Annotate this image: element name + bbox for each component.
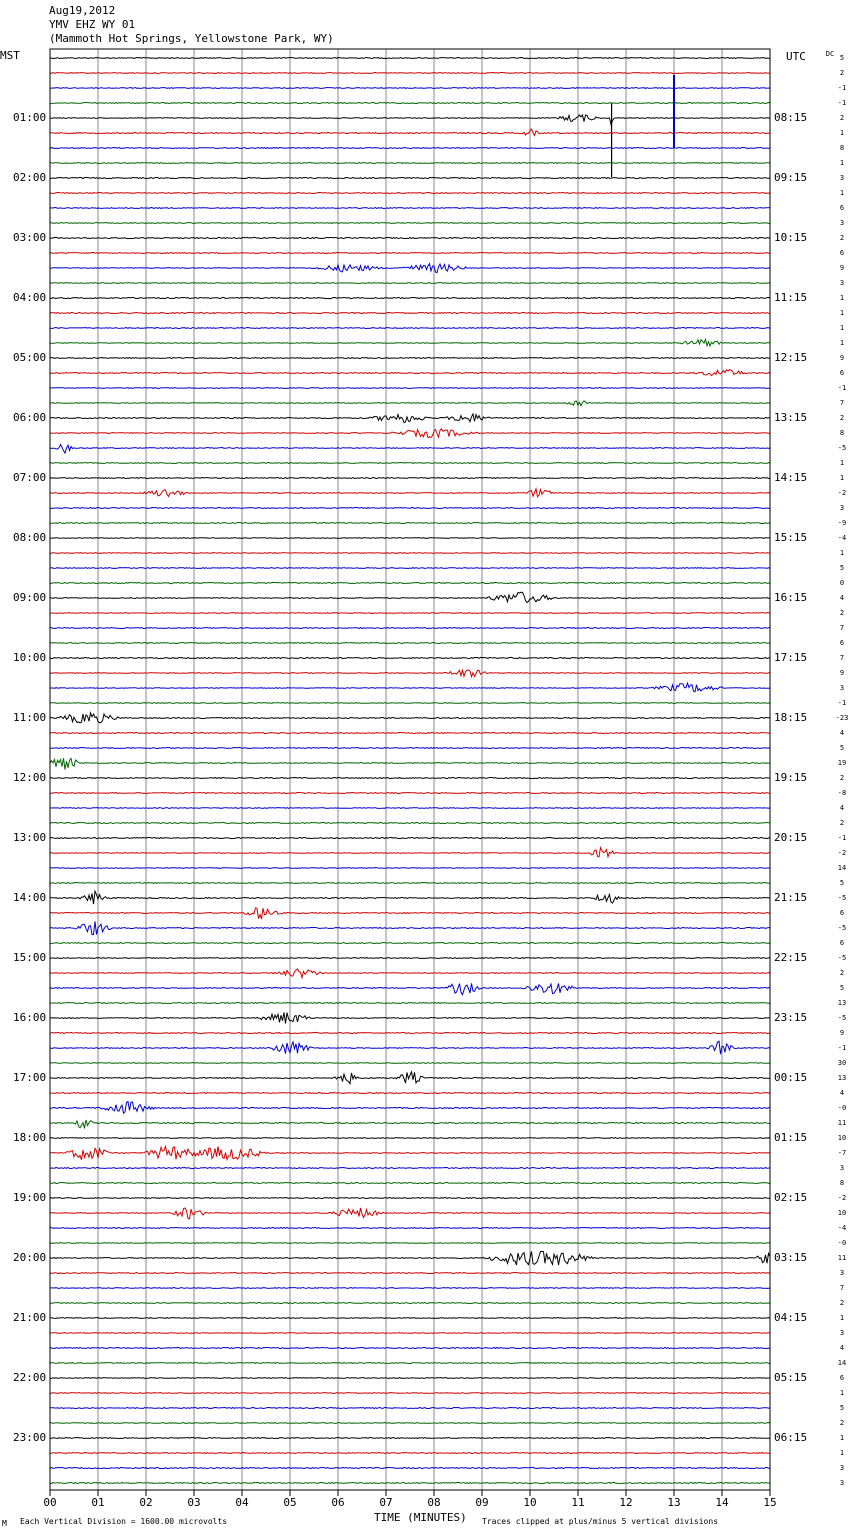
trace-row <box>50 1273 770 1274</box>
dc-offset: -5 <box>837 1014 847 1022</box>
dc-offset: 3 <box>839 1329 845 1337</box>
trace-row <box>50 1041 770 1054</box>
trace-row <box>50 489 770 497</box>
trace-row <box>50 837 770 838</box>
left-hour-label: 03:00 <box>13 231 47 244</box>
trace-row <box>50 1423 770 1424</box>
right-hour-label: 21:15 <box>774 891 808 904</box>
x-tick-label: 12 <box>619 1496 633 1509</box>
trace-row <box>50 370 770 376</box>
right-hour-label: 11:15 <box>774 291 808 304</box>
dc-offset: 5 <box>839 879 845 887</box>
trace-row <box>50 670 770 677</box>
dc-offset: 4 <box>839 729 845 737</box>
x-tick-label: 08 <box>427 1496 441 1509</box>
x-tick-label: 13 <box>667 1496 681 1509</box>
right-hour-label: 22:15 <box>774 951 808 964</box>
dc-offset: -1 <box>837 99 847 107</box>
x-tick-label: 01 <box>91 1496 105 1509</box>
dc-offset: 3 <box>839 684 845 692</box>
trace-row <box>50 523 770 524</box>
dc-offset: -1 <box>837 1044 847 1052</box>
dc-offset: 5 <box>839 1404 845 1412</box>
trace-row <box>50 568 770 569</box>
trace-row <box>50 657 770 658</box>
trace-row <box>50 733 770 734</box>
trace-row <box>50 758 770 769</box>
trace-row <box>50 1467 770 1468</box>
trace-row <box>50 88 770 89</box>
trace-row <box>50 1072 770 1084</box>
trace-row <box>50 969 770 978</box>
trace-row <box>50 163 770 164</box>
trace-row <box>50 613 770 614</box>
trace-row <box>50 508 770 509</box>
dc-offset: 19 <box>837 759 847 767</box>
trace-row <box>50 1408 770 1409</box>
dc-offset: 9 <box>839 669 845 677</box>
trace-row <box>50 297 770 298</box>
left-hour-label: 21:00 <box>13 1311 47 1324</box>
dc-offset: 8 <box>839 429 845 437</box>
right-hour-label: 04:15 <box>774 1311 808 1324</box>
trace-row <box>50 1453 770 1454</box>
dc-offset: -1 <box>837 699 847 707</box>
dc-offset: -8 <box>837 789 847 797</box>
dc-offset: 1 <box>839 159 845 167</box>
dc-offset: 2 <box>839 414 845 422</box>
trace-row <box>50 115 770 125</box>
dc-offset: -5 <box>837 444 847 452</box>
left-zone-label: MST <box>0 49 20 62</box>
right-hour-label: 00:15 <box>774 1071 808 1084</box>
dc-offset: 7 <box>839 624 845 632</box>
dc-offset: 2 <box>839 1299 845 1307</box>
trace-row <box>50 312 770 313</box>
trace-row <box>50 582 770 583</box>
dc-offset: 4 <box>839 804 845 812</box>
dc-offset: 2 <box>839 969 845 977</box>
trace-row <box>50 628 770 629</box>
left-hour-label: 11:00 <box>13 711 47 724</box>
dc-offset: 0 <box>839 579 845 587</box>
trace-row <box>50 148 770 149</box>
dc-offset: 10 <box>837 1209 847 1217</box>
trace-row <box>50 401 770 406</box>
left-hour-label: 13:00 <box>13 831 47 844</box>
trace-row <box>50 1438 770 1439</box>
x-tick-label: 09 <box>475 1496 489 1509</box>
dc-offset: 1 <box>839 459 845 467</box>
trace-row <box>50 73 770 74</box>
x-axis-title: TIME (MINUTES) <box>374 1511 467 1524</box>
dc-offset: 1 <box>839 1434 845 1442</box>
dc-offset: 7 <box>839 654 845 662</box>
dc-offset: 2 <box>839 1419 845 1427</box>
dc-offset: 3 <box>839 219 845 227</box>
dc-offset: 3 <box>839 174 845 182</box>
trace-row <box>50 958 770 959</box>
left-hour-label: 10:00 <box>13 651 47 664</box>
dc-offset: -7 <box>837 1149 847 1157</box>
dc-offset: 13 <box>837 999 847 1007</box>
dc-offset: 2 <box>839 114 845 122</box>
x-tick-label: 02 <box>139 1496 153 1509</box>
trace-row <box>50 1393 770 1394</box>
dc-offset: 1 <box>839 189 845 197</box>
right-hour-label: 12:15 <box>774 351 808 364</box>
left-hour-label: 16:00 <box>13 1011 47 1024</box>
trace-row <box>50 129 770 136</box>
dc-offset: 9 <box>839 354 845 362</box>
trace-row <box>50 868 770 869</box>
dc-offset: 3 <box>839 279 845 287</box>
trace-row <box>50 1182 770 1183</box>
trace-row <box>50 193 770 194</box>
scale-note: Each Vertical Division = 1600.00 microvolts <box>20 1517 228 1526</box>
dc-offset: 6 <box>839 639 845 647</box>
clip-note: Traces clipped at plus/minus 5 vertical divisions <box>482 1517 719 1526</box>
left-hour-label: 02:00 <box>13 171 47 184</box>
right-hour-label: 03:15 <box>774 1251 808 1264</box>
dc-offset: 14 <box>837 1359 847 1367</box>
trace-row <box>50 388 770 389</box>
trace-row <box>50 883 770 884</box>
dc-offset: 1 <box>839 1314 845 1322</box>
dc-offset: -0 <box>837 1239 847 1247</box>
dc-offset: -9 <box>837 519 847 527</box>
dc-offset: 8 <box>839 1179 845 1187</box>
left-hour-label: 05:00 <box>13 351 47 364</box>
x-tick-label: 15 <box>763 1496 777 1509</box>
trace-row <box>50 793 770 794</box>
dc-offset: 1 <box>839 294 845 302</box>
dc-offset: -2 <box>837 849 847 857</box>
dc-offset: 2 <box>839 69 845 77</box>
right-hour-label: 14:15 <box>774 471 808 484</box>
dc-offset: 9 <box>839 1029 845 1037</box>
dc-offset: 4 <box>839 594 845 602</box>
trace-row <box>50 683 770 692</box>
trace-row <box>50 429 770 438</box>
dc-offset: 6 <box>839 1374 845 1382</box>
dc-offset: -0 <box>837 1104 847 1112</box>
trace-row <box>50 1120 770 1129</box>
dc-offset: 3 <box>839 1164 845 1172</box>
trace-row <box>50 1303 770 1304</box>
dc-offset: 7 <box>839 1284 845 1292</box>
trace-row <box>50 1288 770 1289</box>
dc-offset: 4 <box>839 1089 845 1097</box>
left-hour-label: 12:00 <box>13 771 47 784</box>
left-hour-label: 01:00 <box>13 111 47 124</box>
right-hour-label: 17:15 <box>774 651 808 664</box>
trace-row <box>50 1347 770 1348</box>
dc-offset: 13 <box>837 1074 847 1082</box>
dc-offset: 30 <box>837 1059 847 1067</box>
dc-offset: 3 <box>839 1479 845 1487</box>
time-grid <box>98 49 722 1490</box>
dc-offset: -4 <box>837 1224 847 1232</box>
trace-row <box>50 703 770 704</box>
trace-row <box>50 1013 770 1024</box>
trace-row <box>50 1208 770 1219</box>
dc-offset: 2 <box>839 819 845 827</box>
trace-row <box>50 1363 770 1364</box>
dc-offset: 5 <box>839 744 845 752</box>
x-tick-label: 05 <box>283 1496 297 1509</box>
trace-row <box>50 1333 770 1334</box>
dc-offset: 7 <box>839 399 845 407</box>
trace-row <box>50 778 770 779</box>
trace-row <box>50 1243 770 1244</box>
trace-row <box>50 822 770 823</box>
left-hour-label: 08:00 <box>13 531 47 544</box>
right-hour-label: 02:15 <box>774 1191 808 1204</box>
trace-row <box>50 808 770 809</box>
left-hour-label: 17:00 <box>13 1071 47 1084</box>
right-hour-label: 19:15 <box>774 771 808 784</box>
dc-offset: 4 <box>839 1344 845 1352</box>
dc-offset: 1 <box>839 129 845 137</box>
trace-row <box>50 538 770 539</box>
trace-row <box>50 58 770 59</box>
trace-row <box>50 264 770 273</box>
trace-row <box>50 414 770 423</box>
right-hour-label: 06:15 <box>774 1431 808 1444</box>
trace-row <box>50 1102 770 1114</box>
trace-row <box>50 102 770 103</box>
corner-mark: M <box>2 1519 7 1528</box>
dc-offset: -5 <box>837 954 847 962</box>
right-hour-label: 10:15 <box>774 231 808 244</box>
trace-row <box>50 328 770 329</box>
dc-offset: 2 <box>839 609 845 617</box>
dc-offset: 2 <box>839 234 845 242</box>
dc-offset: 11 <box>837 1119 847 1127</box>
trace-row <box>50 1093 770 1094</box>
trace-row <box>50 1032 770 1033</box>
dc-offset: 9 <box>839 264 845 272</box>
x-tick-label: 14 <box>715 1496 729 1509</box>
trace-row <box>50 848 770 857</box>
x-axis <box>43 1490 776 1509</box>
seismic-traces <box>50 58 770 1484</box>
trace-row <box>50 1482 770 1483</box>
dc-offset: 8 <box>839 144 845 152</box>
plot-date: Aug19,2012 <box>49 4 116 17</box>
right-hour-label: 23:15 <box>774 1011 808 1024</box>
left-hour-label: 07:00 <box>13 471 47 484</box>
trace-row <box>50 340 770 347</box>
left-hour-label: 20:00 <box>13 1251 47 1264</box>
right-hour-label: 15:15 <box>774 531 808 544</box>
dc-offset: 1 <box>839 1449 845 1457</box>
trace-row <box>50 643 770 644</box>
trace-row <box>50 177 770 178</box>
x-tick-label: 07 <box>379 1496 393 1509</box>
dc-offset: -23 <box>835 714 849 722</box>
trace-row <box>50 1228 770 1229</box>
trace-row <box>50 478 770 479</box>
dc-offset: 1 <box>839 474 845 482</box>
trace-row <box>50 1138 770 1139</box>
trace-row <box>50 445 770 454</box>
dc-offset: 1 <box>839 549 845 557</box>
trace-row <box>50 713 770 723</box>
dc-offset: 11 <box>837 1254 847 1262</box>
trace-row <box>50 208 770 209</box>
left-hour-label: 19:00 <box>13 1191 47 1204</box>
dc-offset: -2 <box>837 1194 847 1202</box>
x-tick-label: 03 <box>187 1496 201 1509</box>
right-hour-label: 05:15 <box>774 1371 808 1384</box>
x-tick-label: 11 <box>571 1496 585 1509</box>
trace-row <box>50 237 770 238</box>
dc-offset: 6 <box>839 204 845 212</box>
trace-row <box>50 1167 770 1168</box>
right-hour-label: 18:15 <box>774 711 808 724</box>
right-hour-label: 20:15 <box>774 831 808 844</box>
dc-offset: 6 <box>839 369 845 377</box>
dc-offset: 6 <box>839 249 845 257</box>
dc-offset: 2 <box>839 774 845 782</box>
left-hour-label: 06:00 <box>13 411 47 424</box>
left-hour-label: 15:00 <box>13 951 47 964</box>
x-tick-label: 00 <box>43 1496 57 1509</box>
left-hour-label: 18:00 <box>13 1131 47 1144</box>
dc-offset: -1 <box>837 384 847 392</box>
trace-row <box>50 553 770 554</box>
dc-offset: -4 <box>837 534 847 542</box>
trace-row <box>50 921 770 934</box>
dc-offset: 1 <box>839 324 845 332</box>
dc-offset: 10 <box>837 1134 847 1142</box>
dc-offset: 5 <box>839 54 845 62</box>
trace-row <box>50 592 770 602</box>
dc-offset: -5 <box>837 924 847 932</box>
dc-offset: 1 <box>839 339 845 347</box>
dc-offset: 3 <box>839 1464 845 1472</box>
trace-row <box>50 358 770 359</box>
dc-offset: -2 <box>837 489 847 497</box>
right-hour-label: 09:15 <box>774 171 808 184</box>
trace-row <box>50 983 770 994</box>
left-hour-label: 22:00 <box>13 1371 47 1384</box>
trace-row <box>50 1198 770 1199</box>
x-tick-label: 06 <box>331 1496 345 1509</box>
trace-row <box>50 943 770 944</box>
right-hour-label: 16:15 <box>774 591 808 604</box>
trace-row <box>50 1003 770 1004</box>
left-hour-label: 23:00 <box>13 1431 47 1444</box>
dc-offset: 6 <box>839 909 845 917</box>
dc-offset: 1 <box>839 1389 845 1397</box>
right-hour-label: 13:15 <box>774 411 808 424</box>
trace-row <box>50 1063 770 1064</box>
trace-row <box>50 223 770 224</box>
left-hour-label: 04:00 <box>13 291 47 304</box>
trace-row <box>50 283 770 284</box>
dc-offset: 14 <box>837 864 847 872</box>
trace-row <box>50 891 770 904</box>
trace-row <box>50 1378 770 1379</box>
left-hour-label: 14:00 <box>13 891 47 904</box>
trace-row <box>50 908 770 919</box>
trace-row <box>50 253 770 254</box>
trace-row <box>50 1147 770 1160</box>
right-hour-label: 01:15 <box>774 1131 808 1144</box>
dc-offset: -1 <box>837 834 847 842</box>
left-hour-label: 09:00 <box>13 591 47 604</box>
trace-row <box>50 463 770 464</box>
dc-offset: 6 <box>839 939 845 947</box>
right-hour-label: 08:15 <box>774 111 808 124</box>
dc-offset: 3 <box>839 504 845 512</box>
trace-row <box>50 1318 770 1319</box>
trace-row <box>50 748 770 749</box>
dc-offset: 5 <box>839 984 845 992</box>
dc-offset: -5 <box>837 894 847 902</box>
dc-offset: 3 <box>839 1269 845 1277</box>
right-zone-label: UTC <box>786 50 806 63</box>
station-code: YMV EHZ WY 01 <box>49 18 136 31</box>
dc-label: DC <box>825 50 835 58</box>
dc-offset: 1 <box>839 309 845 317</box>
station-location: (Mammoth Hot Springs, Yellowstone Park, WY) <box>49 32 334 45</box>
dc-offset: 5 <box>839 564 845 572</box>
dc-offset: -1 <box>837 84 847 92</box>
trace-row <box>50 1251 770 1265</box>
x-tick-label: 04 <box>235 1496 249 1509</box>
x-tick-label: 10 <box>523 1496 537 1509</box>
